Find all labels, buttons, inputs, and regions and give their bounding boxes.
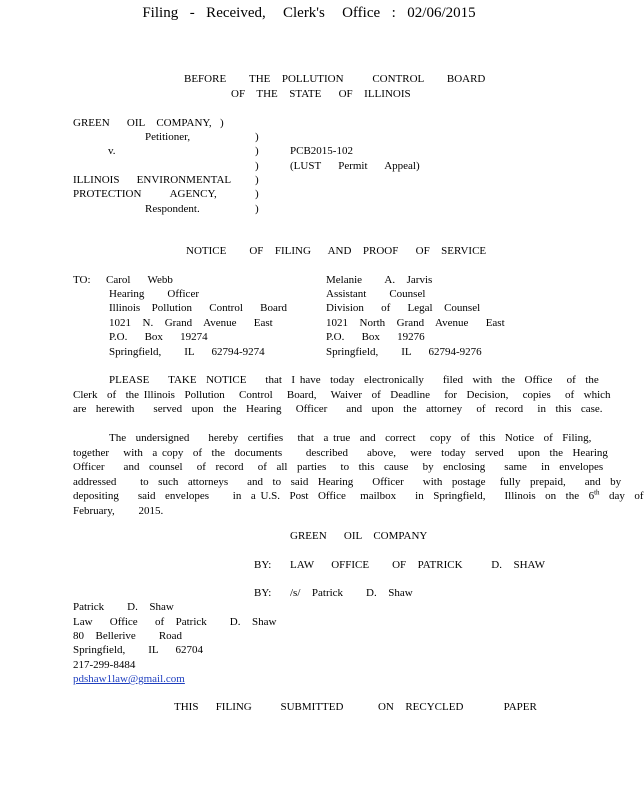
paragraph-line: The undersigned hereby certifies that a true and correct copy of this Notice of Filing, <box>109 432 592 444</box>
recipient-line: Hearing Officer <box>109 288 199 300</box>
to-label: TO: <box>73 274 91 286</box>
court-name-line-2: OF THE STATE OF ILLINOIS <box>231 88 411 100</box>
law-office-signature: LAW OFFICE OF PATRICK D. SHAW <box>290 559 545 571</box>
paragraph-line: addressed to such attorneys and to said Hearing Officer with postage fully prepaid, and by <box>73 475 622 488</box>
petitioner-paren: ) <box>220 117 224 129</box>
respondent-role: Respondent. <box>145 203 200 215</box>
ordinal-suffix: th <box>594 488 600 497</box>
paragraph-line-text: depositing said envelopes in a U.S. Post Office mailbox in Springfield, Illinois on the 6 <box>73 490 595 503</box>
recipient-line: Springfield, IL 62794-9276 <box>326 346 482 358</box>
attorney-phone: 217-299-8484 <box>73 659 136 671</box>
caption-paren: ) <box>255 145 259 157</box>
recipient-line: 1021 North Grand Avenue East <box>326 317 505 329</box>
recipient-line: 1021 N. Grand Avenue East <box>109 317 273 329</box>
respondent-name-1: ILLINOIS ENVIRONMENTAL <box>73 174 232 186</box>
court-name-line-1: BEFORE THE POLLUTION CONTROL BOARD <box>184 73 486 85</box>
by-label: BY: <box>254 559 272 571</box>
recipient-line: Springfield, IL 62794-9274 <box>109 346 265 358</box>
recycled-paper-note: THIS FILING SUBMITTED ON RECYCLED PAPER <box>174 701 537 713</box>
notice-title: NOTICE OF FILING AND PROOF OF SERVICE <box>186 245 487 257</box>
recipient-line: Division of Legal Counsel <box>326 302 481 314</box>
paragraph-line <box>73 488 644 504</box>
caption-paren: ) <box>255 174 259 186</box>
notice-paragraph <box>73 373 611 417</box>
filing-stamp: Filing - Received, Clerk's Office : 02/06/2015 <box>142 5 476 21</box>
attorney-street: 80 Bellerive Road <box>73 630 183 642</box>
by-label: BY: <box>254 587 272 599</box>
paragraph-line: PLEASE TAKE NOTICE that I have today electronically filed with the Office of the <box>109 374 599 386</box>
recipient-line: Illinois Pollution Control Board <box>109 302 288 314</box>
certification-paragraph <box>73 431 644 519</box>
case-number: PCB2015-102 <box>290 145 353 157</box>
recipient-line: Melanie A. Jarvis <box>326 274 433 286</box>
versus: v. <box>108 145 116 157</box>
case-type: (LUST Permit Appeal) <box>290 160 420 172</box>
attorney-firm: Law Office of Patrick D. Shaw <box>73 616 277 628</box>
caption-paren: ) <box>255 203 259 215</box>
attorney-name: Patrick D. Shaw <box>73 601 174 613</box>
electronic-signature: /s/ Patrick D. Shaw <box>290 587 413 599</box>
attorney-email-link[interactable]: pdshaw1law@gmail.com <box>73 673 185 685</box>
paragraph-line-text: day of <box>599 490 644 503</box>
recipient-line: P.O. Box 19274 <box>109 331 208 343</box>
attorney-city: Springfield, IL 62704 <box>73 644 203 656</box>
paragraph-line: Officer and counsel of record of all parties to this cause by enclosing same in envelopes <box>73 461 604 474</box>
recipient-line: Assistant Counsel <box>326 288 426 300</box>
caption-paren: ) <box>255 160 259 172</box>
signature-company: GREEN OIL COMPANY <box>290 530 428 542</box>
recipient-line: P.O. Box 19276 <box>326 331 425 343</box>
paragraph-line: together with a copy of the documents described above, were today served upon the Hearing <box>73 446 608 459</box>
caption-paren: ) <box>255 188 259 200</box>
paragraph-line: Clerk of the Illinois Pollution Control Board, Waiver of Deadline for Decision, copies of which <box>73 388 611 401</box>
paragraph-line: February, 2015. <box>73 504 164 517</box>
respondent-name-2: PROTECTION AGENCY, <box>73 188 217 200</box>
petitioner-role: Petitioner, <box>145 131 191 143</box>
caption-paren: ) <box>255 131 259 143</box>
paragraph-line: are herewith served upon the Hearing Officer and upon the attorney of record in this case. <box>73 403 603 416</box>
petitioner-name: GREEN OIL COMPANY, <box>73 117 212 129</box>
recipient-line: Carol Webb <box>106 274 173 286</box>
